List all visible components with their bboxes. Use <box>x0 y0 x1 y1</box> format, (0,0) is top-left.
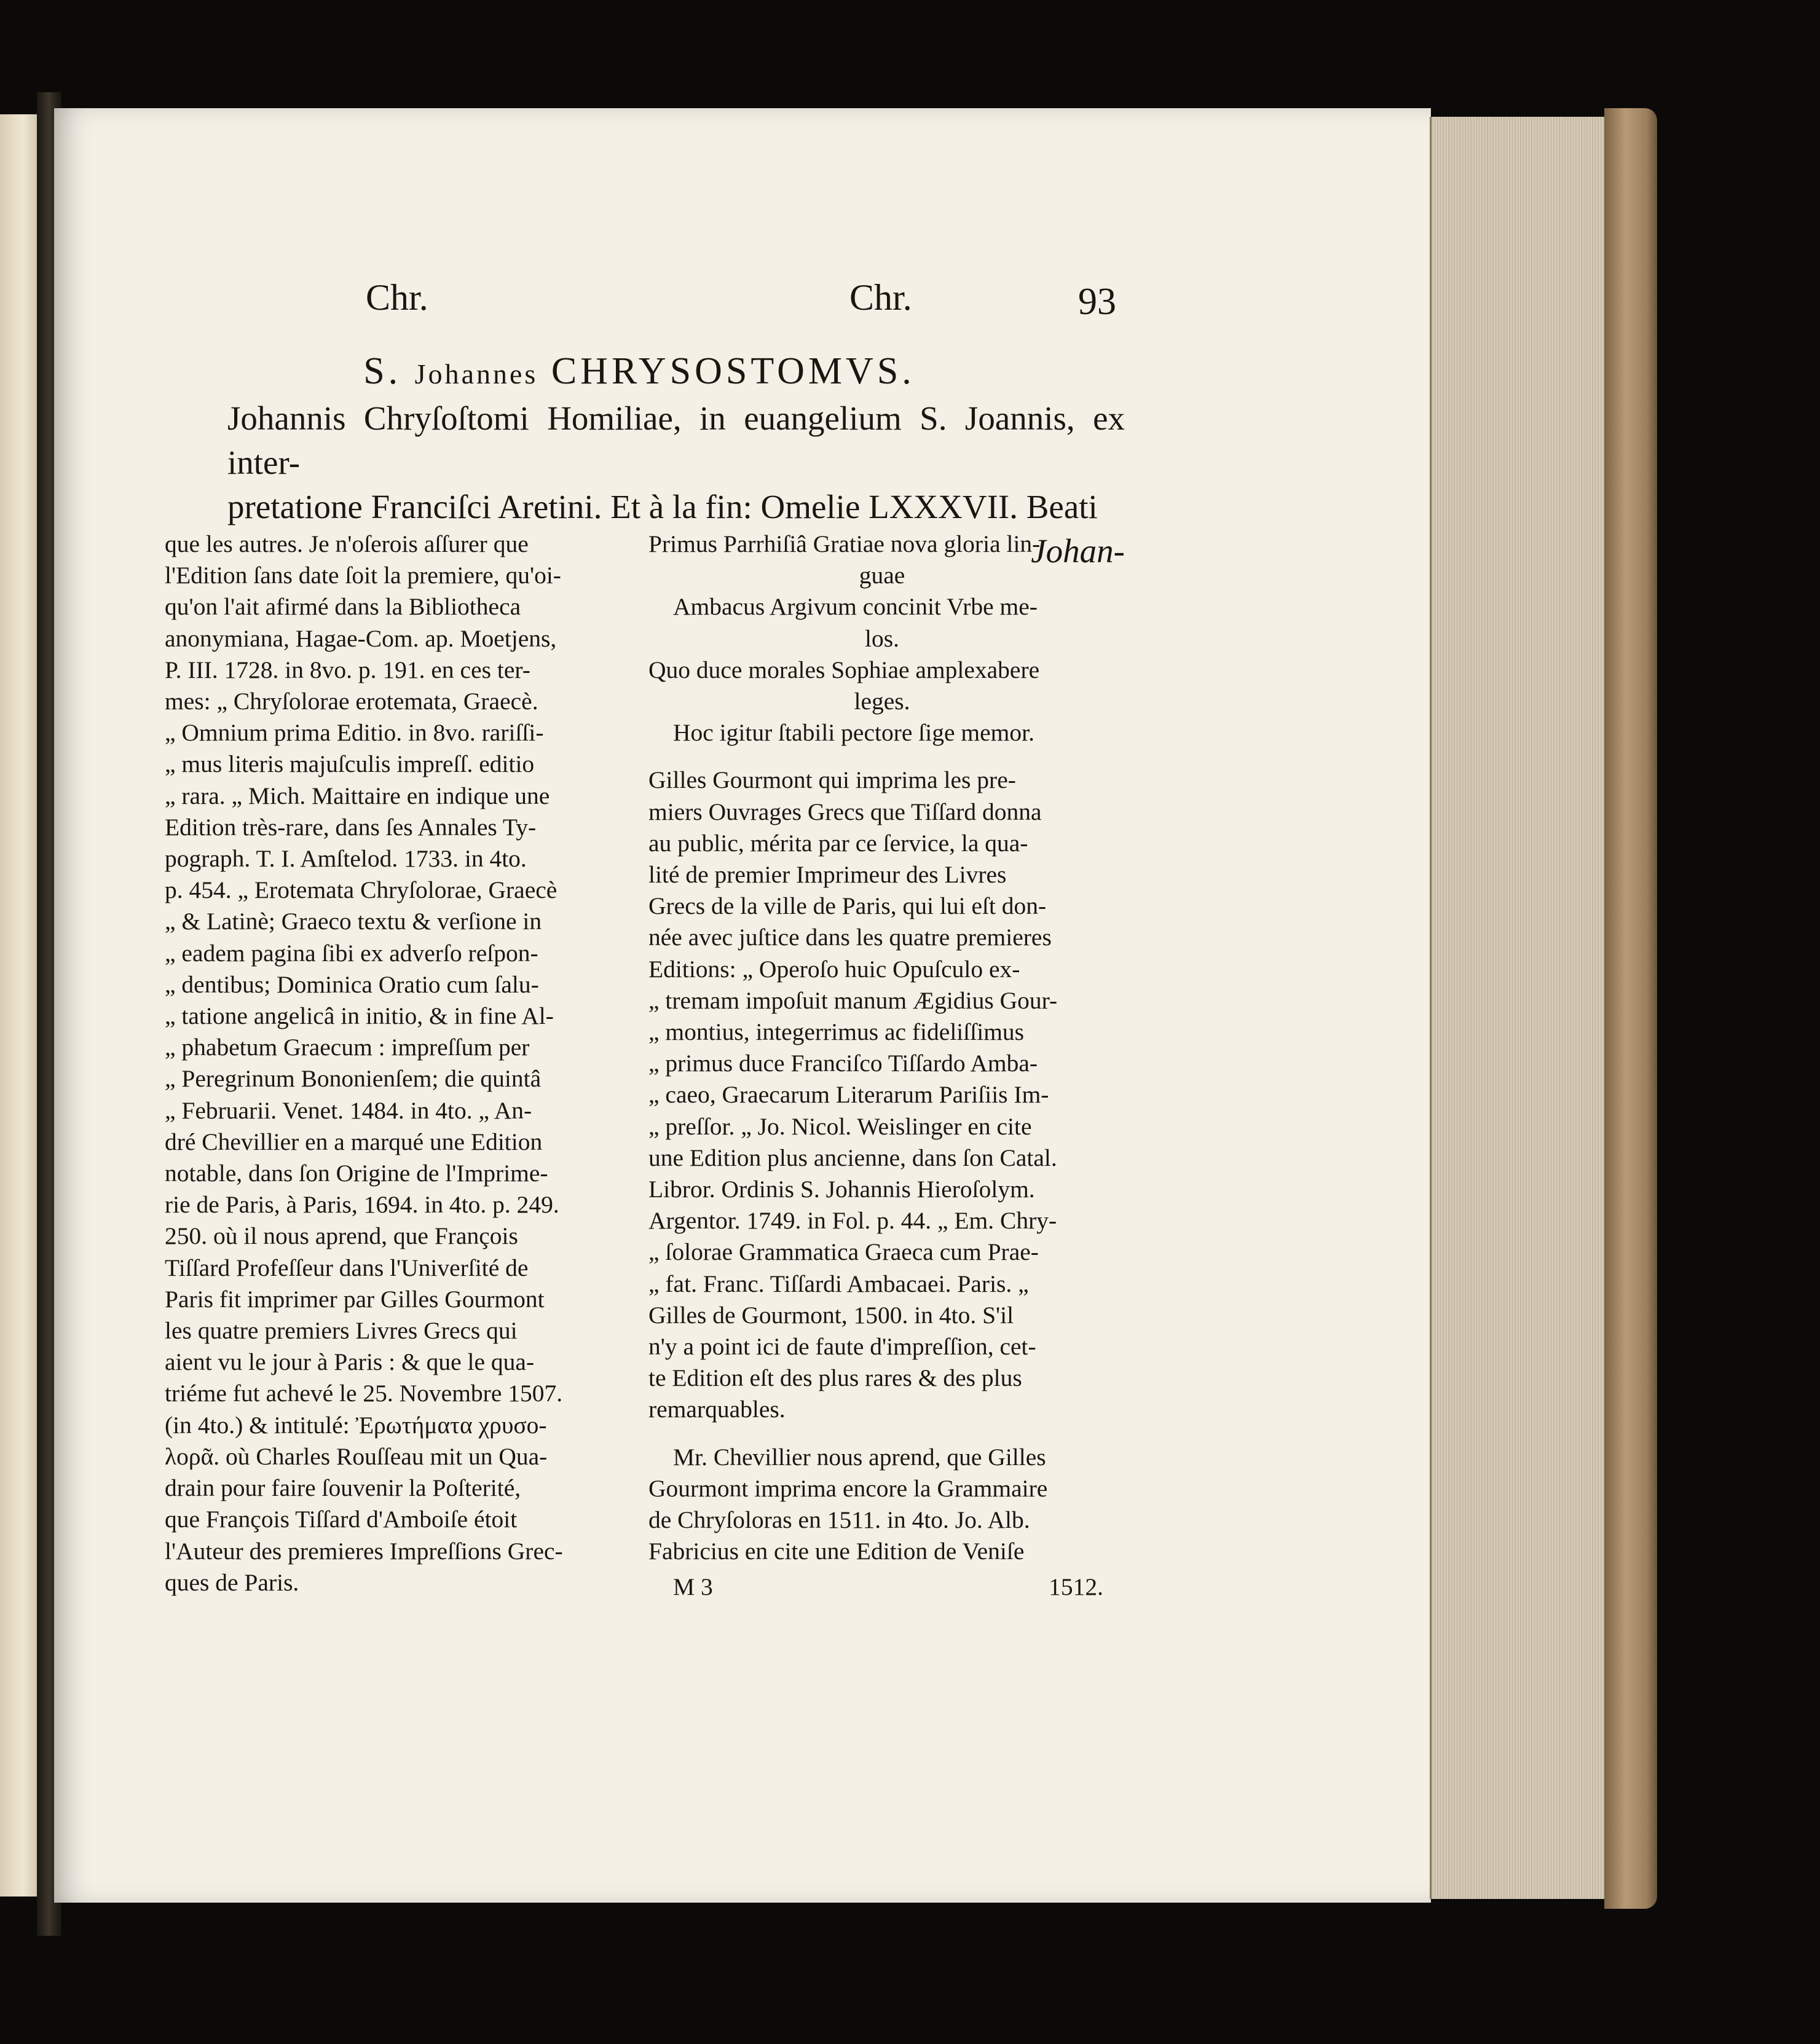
catchword: 1512. <box>1049 1573 1103 1600</box>
verse-line: Ambacus Argivum concinit Vrbe me- <box>673 593 1038 621</box>
text-line: que François Tiſſard d'Amboiſe étoit <box>165 1506 518 1533</box>
text-line: „ eadem pagina ſibi ex adverſo reſpon- <box>165 939 538 967</box>
verse-line: Quo duce morales Sophiae amplexabere <box>648 656 1040 683</box>
text-line: Gilles de Gourmont, 1500. in 4to. S'il <box>648 1301 1014 1329</box>
text-line: „ ſolorae Grammatica Graeca cum Prae- <box>648 1238 1039 1266</box>
header-right: Chr. <box>849 277 912 318</box>
text-line: dré Chevillier en a marqué une Edition <box>165 1128 543 1155</box>
text-line: „ mus literis majuſculis impreſſ. editio <box>165 750 535 778</box>
text-line: „ Februarii. Venet. 1484. in 4to. „ An- <box>165 1096 532 1124</box>
intro-line: Johan- <box>1031 532 1125 570</box>
text-line: „ caeo, Graecarum Literarum Pariſiis Im- <box>648 1081 1049 1109</box>
text-line: Edition très-rare, dans ſes Annales Ty- <box>165 813 537 841</box>
text-line: te Edition eſt des plus rares & des plus <box>648 1364 1022 1392</box>
text-line: Grecs de la ville de Paris, qui lui eſt don- <box>648 892 1047 920</box>
title-small-caps: Johannes <box>414 358 538 390</box>
text-line: „ montius, integerrimus ac fideliſſimus <box>648 1018 1025 1046</box>
text-line: l'Auteur des premieres Impreſſions Grec- <box>165 1537 563 1565</box>
header-left: Chr. <box>366 277 428 318</box>
text-line: Paris fit imprimer par Gilles Gourmont <box>165 1285 545 1313</box>
page-number: 93 <box>1078 281 1116 323</box>
text-line: „ & Latinè; Graeco textu & verſione in <box>165 908 542 935</box>
text-line: qu'on l'ait afirmé dans la Bibliotheca <box>165 593 521 621</box>
text-line: Libror. Ordinis S. Johannis Hieroſolym. <box>648 1176 1035 1203</box>
text-line: (in 4to.) & intitulé: Ἐρωτήματα χρυσο- <box>165 1411 547 1439</box>
text-line: l'Edition ſans date ſoit la premiere, qu'oi- <box>165 562 561 589</box>
intro-line: pretatione Franciſci Aretini. Et à la fin: Omelie LXXXVII. Beati <box>227 488 1098 525</box>
text-line: „ phabetum Graecum : impreſſum per <box>165 1034 530 1061</box>
text-line: P. III. 1728. in 8vo. p. 191. en ces ter- <box>165 656 530 683</box>
text-line: les quatre premiers Livres Grecs qui <box>165 1317 518 1345</box>
text-line: „ tremam impoſuit manum Ægidius Gour- <box>648 986 1058 1014</box>
text-line: lité de premier Imprimeur des Livres <box>648 861 1007 889</box>
text-line: „ Omnium prima Editio. in 8vo. rariſſi- <box>165 719 544 747</box>
text-line: pograph. T. I. Amſtelod. 1733. in 4to. <box>165 845 527 873</box>
text-line: miers Ouvrages Grecs que Tiſſard donna <box>648 798 1042 825</box>
text-line: „ rara. „ Mich. Maittaire en indique une <box>165 782 550 809</box>
text-line: de Chryſoloras en 1511. in 4to. Jo. Alb. <box>648 1506 1030 1534</box>
title-main: CHRYSOSTOMVS. <box>538 350 915 392</box>
text-line: que les autres. Je n'oſerois aſſurer que <box>165 530 529 557</box>
page-edges <box>1430 117 1610 1899</box>
text-line: p. 454. „ Erotemata Chryſolorae, Graecè <box>165 876 557 904</box>
text-line: Gilles Gourmont qui imprima les pre- <box>648 766 1016 794</box>
title-prefix: S. <box>363 350 415 392</box>
text-line: „ fat. Franc. Tiſſardi Ambacaei. Paris. „ <box>648 1270 1029 1297</box>
signature-mark: M 3 <box>673 1573 713 1600</box>
entry-title <box>154 350 1125 392</box>
text-line: aient vu le jour à Paris : & que le qua- <box>165 1348 535 1376</box>
text-line: Gourmont imprima encore la Grammaire <box>648 1474 1048 1502</box>
text-line: 250. où il nous aprend, que François <box>165 1222 518 1250</box>
text-line: „ primus duce Franciſco Tiſſardo Amba- <box>648 1050 1038 1077</box>
verse-line: Primus Parrhiſiâ Gratiae nova gloria lin- <box>648 530 1041 557</box>
right-column <box>648 529 1116 1603</box>
text-line: Mr. Chevillier nous aprend, que Gilles <box>673 1443 1046 1471</box>
paragraph-gap <box>648 749 1116 765</box>
text-line: remarquables. <box>648 1396 786 1423</box>
verse-line: los. <box>865 624 899 652</box>
text-line: ques de Paris. <box>165 1568 299 1596</box>
page-content <box>154 277 1125 1616</box>
text-line: triéme fut achevé le 25. Novembre 1507. <box>165 1380 563 1407</box>
text-line: Argentor. 1749. in Fol. p. 44. „ Em. Chry- <box>648 1207 1057 1235</box>
text-line: „ preſſor. „ Jo. Nicol. Weislinger en cite <box>648 1112 1032 1140</box>
verse-line: Hoc igitur ſtabili pectore ſige memor. <box>673 719 1034 747</box>
text-line: rie de Paris, à Paris, 1694. in 4to. p. 249. <box>165 1191 559 1219</box>
text-line: Fabricius en cite une Edition de Veniſe <box>648 1538 1025 1565</box>
text-line: née avec juſtice dans les quatre premieres <box>648 924 1052 951</box>
running-header <box>154 277 1125 326</box>
paragraph-gap <box>648 1426 1116 1442</box>
text-line: Tiſſard Profeſſeur dans l'Univerſité de <box>165 1254 529 1281</box>
left-column <box>165 529 623 1598</box>
text-line: notable, dans ſon Origine de l'Imprime- <box>165 1160 548 1187</box>
text-line: au public, mérita par ce ſervice, la qua- <box>648 829 1028 857</box>
text-line: anonymiana, Hagae-Com. ap. Moetjens, <box>165 624 557 652</box>
verse-line: leges. <box>854 688 910 715</box>
text-line: λορᾶ. où Charles Rouſſeau mit un Qua- <box>165 1442 548 1470</box>
text-line: drain pour faire ſouvenir la Poſterité, <box>165 1474 521 1502</box>
text-line: „ tatione angelicâ in initio, & in fine Al- <box>165 1002 554 1030</box>
text-line: n'y a point ici de faute d'impreſſion, cet- <box>648 1333 1036 1361</box>
verse-line: guae <box>859 562 905 589</box>
text-line: mes: „ Chryſolorae erotemata, Graecè. <box>165 688 538 715</box>
intro-line: Johannis Chryſoſtomi Homiliae, in euangelium S. Joannis, ex inter- <box>227 399 1125 481</box>
text-line: „ Peregrinum Bononienſem; die quintâ <box>165 1065 542 1093</box>
text-line: une Edition plus ancienne, dans ſon Catal. <box>648 1144 1057 1171</box>
book-cover <box>1604 108 1657 1909</box>
page-footer <box>648 1571 1116 1603</box>
text-line: „ dentibus; Dominica Oratio cum ſalu- <box>165 970 539 998</box>
text-line: Editions: „ Operoſo huic Opuſculo ex- <box>648 955 1020 983</box>
